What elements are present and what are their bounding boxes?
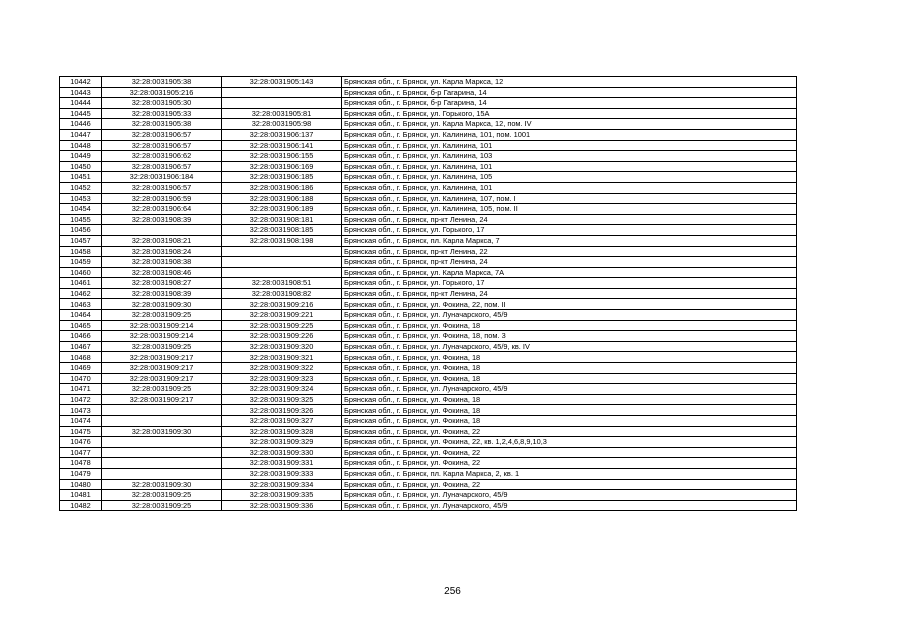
- building-number-cell: 32:28:0031906:137: [222, 129, 342, 140]
- building-number-cell: 32:28:0031908:82: [222, 288, 342, 299]
- building-number-cell: 32:28:0031909:334: [222, 479, 342, 490]
- land-parcel-number-cell: 32:28:0031909:25: [102, 490, 222, 501]
- building-number-cell: 32:28:0031905:143: [222, 77, 342, 88]
- building-number-cell: 32:28:0031909:321: [222, 352, 342, 363]
- land-parcel-number-cell: 32:28:0031905:38: [102, 77, 222, 88]
- table-row: [60, 288, 797, 299]
- address-cell: Брянская обл., г. Брянск, ул. Карла Маркса, 12: [342, 77, 797, 88]
- building-number-cell: 32:28:0031906:155: [222, 151, 342, 162]
- building-number-cell: 32:28:0031909:324: [222, 384, 342, 395]
- building-number-cell: [222, 257, 342, 268]
- row-number-cell: 10460: [60, 267, 102, 278]
- land-parcel-number-cell: [102, 225, 222, 236]
- row-number-cell: 10452: [60, 182, 102, 193]
- address-cell: Брянская обл., г. Брянск, ул. Калинина, 107, пом. I: [342, 193, 797, 204]
- table-row: [60, 140, 797, 151]
- row-number-cell: 10462: [60, 288, 102, 299]
- building-number-cell: 32:28:0031908:181: [222, 214, 342, 225]
- land-parcel-number-cell: 32:28:0031908:39: [102, 214, 222, 225]
- address-cell: Брянская обл., г. Брянск, пр-кт Ленина, 24: [342, 288, 797, 299]
- land-parcel-number-cell: 32:28:0031909:25: [102, 500, 222, 511]
- row-number-cell: 10459: [60, 257, 102, 268]
- land-parcel-number-cell: 32:28:0031909:25: [102, 384, 222, 395]
- row-number-cell: 10447: [60, 129, 102, 140]
- row-number-cell: 10443: [60, 87, 102, 98]
- row-number-cell: 10479: [60, 468, 102, 479]
- land-parcel-number-cell: [102, 437, 222, 448]
- row-number-cell: 10457: [60, 235, 102, 246]
- row-number-cell: 10471: [60, 384, 102, 395]
- row-number-cell: 10475: [60, 426, 102, 437]
- row-number-cell: 10470: [60, 373, 102, 384]
- row-number-cell: 10476: [60, 437, 102, 448]
- row-number-cell: 10469: [60, 363, 102, 374]
- land-parcel-number-cell: 32:28:0031908:21: [102, 235, 222, 246]
- address-cell: Брянская обл., г. Брянск, ул. Горького, 17: [342, 225, 797, 236]
- address-cell: Брянская обл., г. Брянск, ул. Фокина, 18: [342, 416, 797, 427]
- address-cell: Брянская обл., г. Брянск, ул. Карла Маркса, 12, пом. IV: [342, 119, 797, 130]
- building-number-cell: 32:28:0031906:188: [222, 193, 342, 204]
- table-row: [60, 129, 797, 140]
- table-row: [60, 214, 797, 225]
- address-cell: Брянская обл., г. Брянск, ул. Фокина, 22, пом. II: [342, 299, 797, 310]
- address-cell: Брянская обл., г. Брянск, ул. Фокина, 18: [342, 363, 797, 374]
- table-row: [60, 384, 797, 395]
- table-body: [60, 77, 797, 511]
- address-cell: Брянская обл., г. Брянск, ул. Фокина, 22: [342, 447, 797, 458]
- building-number-cell: 32:28:0031909:333: [222, 468, 342, 479]
- address-cell: Брянская обл., г. Брянск, ул. Фокина, 22: [342, 458, 797, 469]
- address-cell: Брянская обл., г. Брянск, ул. Горького, 17: [342, 278, 797, 289]
- building-number-cell: [222, 246, 342, 257]
- row-number-cell: 10458: [60, 246, 102, 257]
- row-number-cell: 10481: [60, 490, 102, 501]
- row-number-cell: 10442: [60, 77, 102, 88]
- building-number-cell: 32:28:0031906:186: [222, 182, 342, 193]
- row-number-cell: 10454: [60, 204, 102, 215]
- building-number-cell: 32:28:0031908:198: [222, 235, 342, 246]
- land-parcel-number-cell: 32:28:0031906:184: [102, 172, 222, 183]
- building-number-cell: 32:28:0031909:328: [222, 426, 342, 437]
- building-number-cell: 32:28:0031909:326: [222, 405, 342, 416]
- row-number-cell: 10455: [60, 214, 102, 225]
- land-parcel-number-cell: 32:28:0031905:33: [102, 108, 222, 119]
- table-row: [60, 204, 797, 215]
- building-number-cell: 32:28:0031909:221: [222, 310, 342, 321]
- table-row: [60, 416, 797, 427]
- building-number-cell: 32:28:0031909:327: [222, 416, 342, 427]
- table-row: [60, 363, 797, 374]
- table-row: [60, 182, 797, 193]
- table-row: [60, 479, 797, 490]
- address-cell: Брянская обл., г. Брянск, ул. Луначарского, 45/9: [342, 384, 797, 395]
- address-cell: Брянская обл., г. Брянск, б-р Гагарина, 14: [342, 87, 797, 98]
- address-cell: Брянская обл., г. Брянск, ул. Калинина, 101, пом. 1001: [342, 129, 797, 140]
- address-cell: Брянская обл., г. Брянск, ул. Калинина, 105: [342, 172, 797, 183]
- address-cell: Брянская обл., г. Брянск, ул. Фокина, 18: [342, 373, 797, 384]
- land-parcel-number-cell: 32:28:0031909:217: [102, 394, 222, 405]
- row-number-cell: 10478: [60, 458, 102, 469]
- cadastral-table: [59, 76, 797, 511]
- table-row: [60, 161, 797, 172]
- land-parcel-number-cell: 32:28:0031908:46: [102, 267, 222, 278]
- building-number-cell: 32:28:0031906:169: [222, 161, 342, 172]
- building-number-cell: 32:28:0031906:185: [222, 172, 342, 183]
- land-parcel-number-cell: 32:28:0031908:27: [102, 278, 222, 289]
- table-row: [60, 352, 797, 363]
- row-number-cell: 10468: [60, 352, 102, 363]
- building-number-cell: [222, 87, 342, 98]
- address-cell: Брянская обл., г. Брянск, пр-кт Ленина, 24: [342, 257, 797, 268]
- table-row: [60, 87, 797, 98]
- address-cell: Брянская обл., г. Брянск, ул. Фокина, 22: [342, 426, 797, 437]
- table-row: [60, 458, 797, 469]
- table-row: [60, 77, 797, 88]
- address-cell: Брянская обл., г. Брянск, ул. Горького, 15А: [342, 108, 797, 119]
- table-row: [60, 373, 797, 384]
- table-row: [60, 490, 797, 501]
- row-number-cell: 10466: [60, 331, 102, 342]
- building-number-cell: 32:28:0031909:323: [222, 373, 342, 384]
- land-parcel-number-cell: [102, 416, 222, 427]
- row-number-cell: 10456: [60, 225, 102, 236]
- address-cell: Брянская обл., г. Брянск, ул. Карла Маркса, 7А: [342, 267, 797, 278]
- row-number-cell: 10480: [60, 479, 102, 490]
- table-row: [60, 468, 797, 479]
- table-row: [60, 341, 797, 352]
- address-cell: Брянская обл., г. Брянск, б-р Гагарина, 14: [342, 98, 797, 109]
- building-number-cell: 32:28:0031909:330: [222, 447, 342, 458]
- address-cell: Брянская обл., г. Брянск, ул. Калинина, 105, пом. II: [342, 204, 797, 215]
- address-cell: Брянская обл., г. Брянск, ул. Калинина, 101: [342, 161, 797, 172]
- row-number-cell: 10465: [60, 320, 102, 331]
- table-row: [60, 331, 797, 342]
- table-row: [60, 267, 797, 278]
- land-parcel-number-cell: 32:28:0031905:38: [102, 119, 222, 130]
- land-parcel-number-cell: 32:28:0031906:64: [102, 204, 222, 215]
- address-cell: Брянская обл., г. Брянск, ул. Луначарского, 45/9: [342, 490, 797, 501]
- address-cell: Брянская обл., г. Брянск, пл. Карла Маркса, 2, кв. 1: [342, 468, 797, 479]
- table-row: [60, 320, 797, 331]
- building-number-cell: [222, 98, 342, 109]
- address-cell: Брянская обл., г. Брянск, ул. Калинина, 101: [342, 182, 797, 193]
- land-parcel-number-cell: 32:28:0031909:217: [102, 373, 222, 384]
- row-number-cell: 10472: [60, 394, 102, 405]
- building-number-cell: 32:28:0031905:98: [222, 119, 342, 130]
- table-row: [60, 193, 797, 204]
- row-number-cell: 10448: [60, 140, 102, 151]
- row-number-cell: 10453: [60, 193, 102, 204]
- address-cell: Брянская обл., г. Брянск, ул. Калинина, 103: [342, 151, 797, 162]
- building-number-cell: 32:28:0031905:81: [222, 108, 342, 119]
- row-number-cell: 10449: [60, 151, 102, 162]
- land-parcel-number-cell: 32:28:0031909:30: [102, 426, 222, 437]
- address-cell: Брянская обл., г. Брянск, пл. Карла Маркса, 7: [342, 235, 797, 246]
- address-cell: Брянская обл., г. Брянск, ул. Луначарского, 45/9: [342, 310, 797, 321]
- land-parcel-number-cell: 32:28:0031906:57: [102, 161, 222, 172]
- land-parcel-number-cell: 32:28:0031906:59: [102, 193, 222, 204]
- row-number-cell: 10464: [60, 310, 102, 321]
- row-number-cell: 10473: [60, 405, 102, 416]
- address-cell: Брянская обл., г. Брянск, ул. Фокина, 18: [342, 394, 797, 405]
- land-parcel-number-cell: 32:28:0031906:57: [102, 129, 222, 140]
- address-cell: Брянская обл., г. Брянск, ул. Луначарского, 45/9: [342, 500, 797, 511]
- address-cell: Брянская обл., г. Брянск, ул. Калинина, 101: [342, 140, 797, 151]
- table-row: [60, 108, 797, 119]
- building-number-cell: 32:28:0031909:226: [222, 331, 342, 342]
- row-number-cell: 10474: [60, 416, 102, 427]
- table-row: [60, 246, 797, 257]
- building-number-cell: 32:28:0031909:325: [222, 394, 342, 405]
- land-parcel-number-cell: 32:28:0031906:57: [102, 182, 222, 193]
- land-parcel-number-cell: [102, 405, 222, 416]
- land-parcel-number-cell: [102, 468, 222, 479]
- land-parcel-number-cell: 32:28:0031908:24: [102, 246, 222, 257]
- address-cell: Брянская обл., г. Брянск, ул. Фокина, 18: [342, 405, 797, 416]
- row-number-cell: 10477: [60, 447, 102, 458]
- land-parcel-number-cell: 32:28:0031909:30: [102, 479, 222, 490]
- table-row: [60, 394, 797, 405]
- building-number-cell: 32:28:0031909:329: [222, 437, 342, 448]
- building-number-cell: 32:28:0031909:225: [222, 320, 342, 331]
- building-number-cell: 32:28:0031906:141: [222, 140, 342, 151]
- address-cell: Брянская обл., г. Брянск, ул. Фокина, 18: [342, 320, 797, 331]
- row-number-cell: 10445: [60, 108, 102, 119]
- land-parcel-number-cell: 32:28:0031908:39: [102, 288, 222, 299]
- building-number-cell: [222, 267, 342, 278]
- address-cell: Брянская обл., г. Брянск, ул. Фокина, 18: [342, 352, 797, 363]
- land-parcel-number-cell: [102, 447, 222, 458]
- land-parcel-number-cell: 32:28:0031909:217: [102, 352, 222, 363]
- building-number-cell: 32:28:0031908:51: [222, 278, 342, 289]
- table-row: [60, 278, 797, 289]
- row-number-cell: 10451: [60, 172, 102, 183]
- table-row: [60, 98, 797, 109]
- address-cell: Брянская обл., г. Брянск, пр-кт Ленина, 22: [342, 246, 797, 257]
- land-parcel-number-cell: 32:28:0031909:214: [102, 331, 222, 342]
- address-cell: Брянская обл., г. Брянск, ул. Фокина, 22: [342, 479, 797, 490]
- address-cell: Брянская обл., г. Брянск, ул. Фокина, 22, кв. 1,2,4,6,8,9,10,3: [342, 437, 797, 448]
- land-parcel-number-cell: 32:28:0031909:214: [102, 320, 222, 331]
- land-parcel-number-cell: 32:28:0031909:25: [102, 310, 222, 321]
- table-row: [60, 447, 797, 458]
- land-parcel-number-cell: 32:28:0031905:30: [102, 98, 222, 109]
- table-row: [60, 151, 797, 162]
- row-number-cell: 10450: [60, 161, 102, 172]
- table-row: [60, 426, 797, 437]
- building-number-cell: 32:28:0031909:331: [222, 458, 342, 469]
- table-row: [60, 257, 797, 268]
- land-parcel-number-cell: 32:28:0031906:57: [102, 140, 222, 151]
- table-row: [60, 299, 797, 310]
- row-number-cell: 10482: [60, 500, 102, 511]
- building-number-cell: 32:28:0031909:335: [222, 490, 342, 501]
- building-number-cell: 32:28:0031909:322: [222, 363, 342, 374]
- building-number-cell: 32:28:0031908:185: [222, 225, 342, 236]
- page-number: 256: [444, 586, 461, 597]
- table-row: [60, 225, 797, 236]
- row-number-cell: 10446: [60, 119, 102, 130]
- table-row: [60, 437, 797, 448]
- table-row: [60, 235, 797, 246]
- building-number-cell: 32:28:0031906:189: [222, 204, 342, 215]
- land-parcel-number-cell: 32:28:0031908:38: [102, 257, 222, 268]
- table-row: [60, 405, 797, 416]
- land-parcel-number-cell: 32:28:0031909:217: [102, 363, 222, 374]
- land-parcel-number-cell: 32:28:0031909:30: [102, 299, 222, 310]
- address-cell: Брянская обл., г. Брянск, ул. Луначарского, 45/9, кв. IV: [342, 341, 797, 352]
- address-cell: Брянская обл., г. Брянск, пр-кт Ленина, 24: [342, 214, 797, 225]
- land-parcel-number-cell: [102, 458, 222, 469]
- building-number-cell: 32:28:0031909:320: [222, 341, 342, 352]
- land-parcel-number-cell: 32:28:0031906:62: [102, 151, 222, 162]
- row-number-cell: 10444: [60, 98, 102, 109]
- land-parcel-number-cell: 32:28:0031909:25: [102, 341, 222, 352]
- row-number-cell: 10467: [60, 341, 102, 352]
- table-row: [60, 119, 797, 130]
- land-parcel-number-cell: 32:28:0031905:216: [102, 87, 222, 98]
- address-cell: Брянская обл., г. Брянск, ул. Фокина, 18, пом. 3: [342, 331, 797, 342]
- row-number-cell: 10461: [60, 278, 102, 289]
- table-row: [60, 310, 797, 321]
- building-number-cell: 32:28:0031909:336: [222, 500, 342, 511]
- table-row: [60, 172, 797, 183]
- row-number-cell: 10463: [60, 299, 102, 310]
- building-number-cell: 32:28:0031909:216: [222, 299, 342, 310]
- table-row: [60, 500, 797, 511]
